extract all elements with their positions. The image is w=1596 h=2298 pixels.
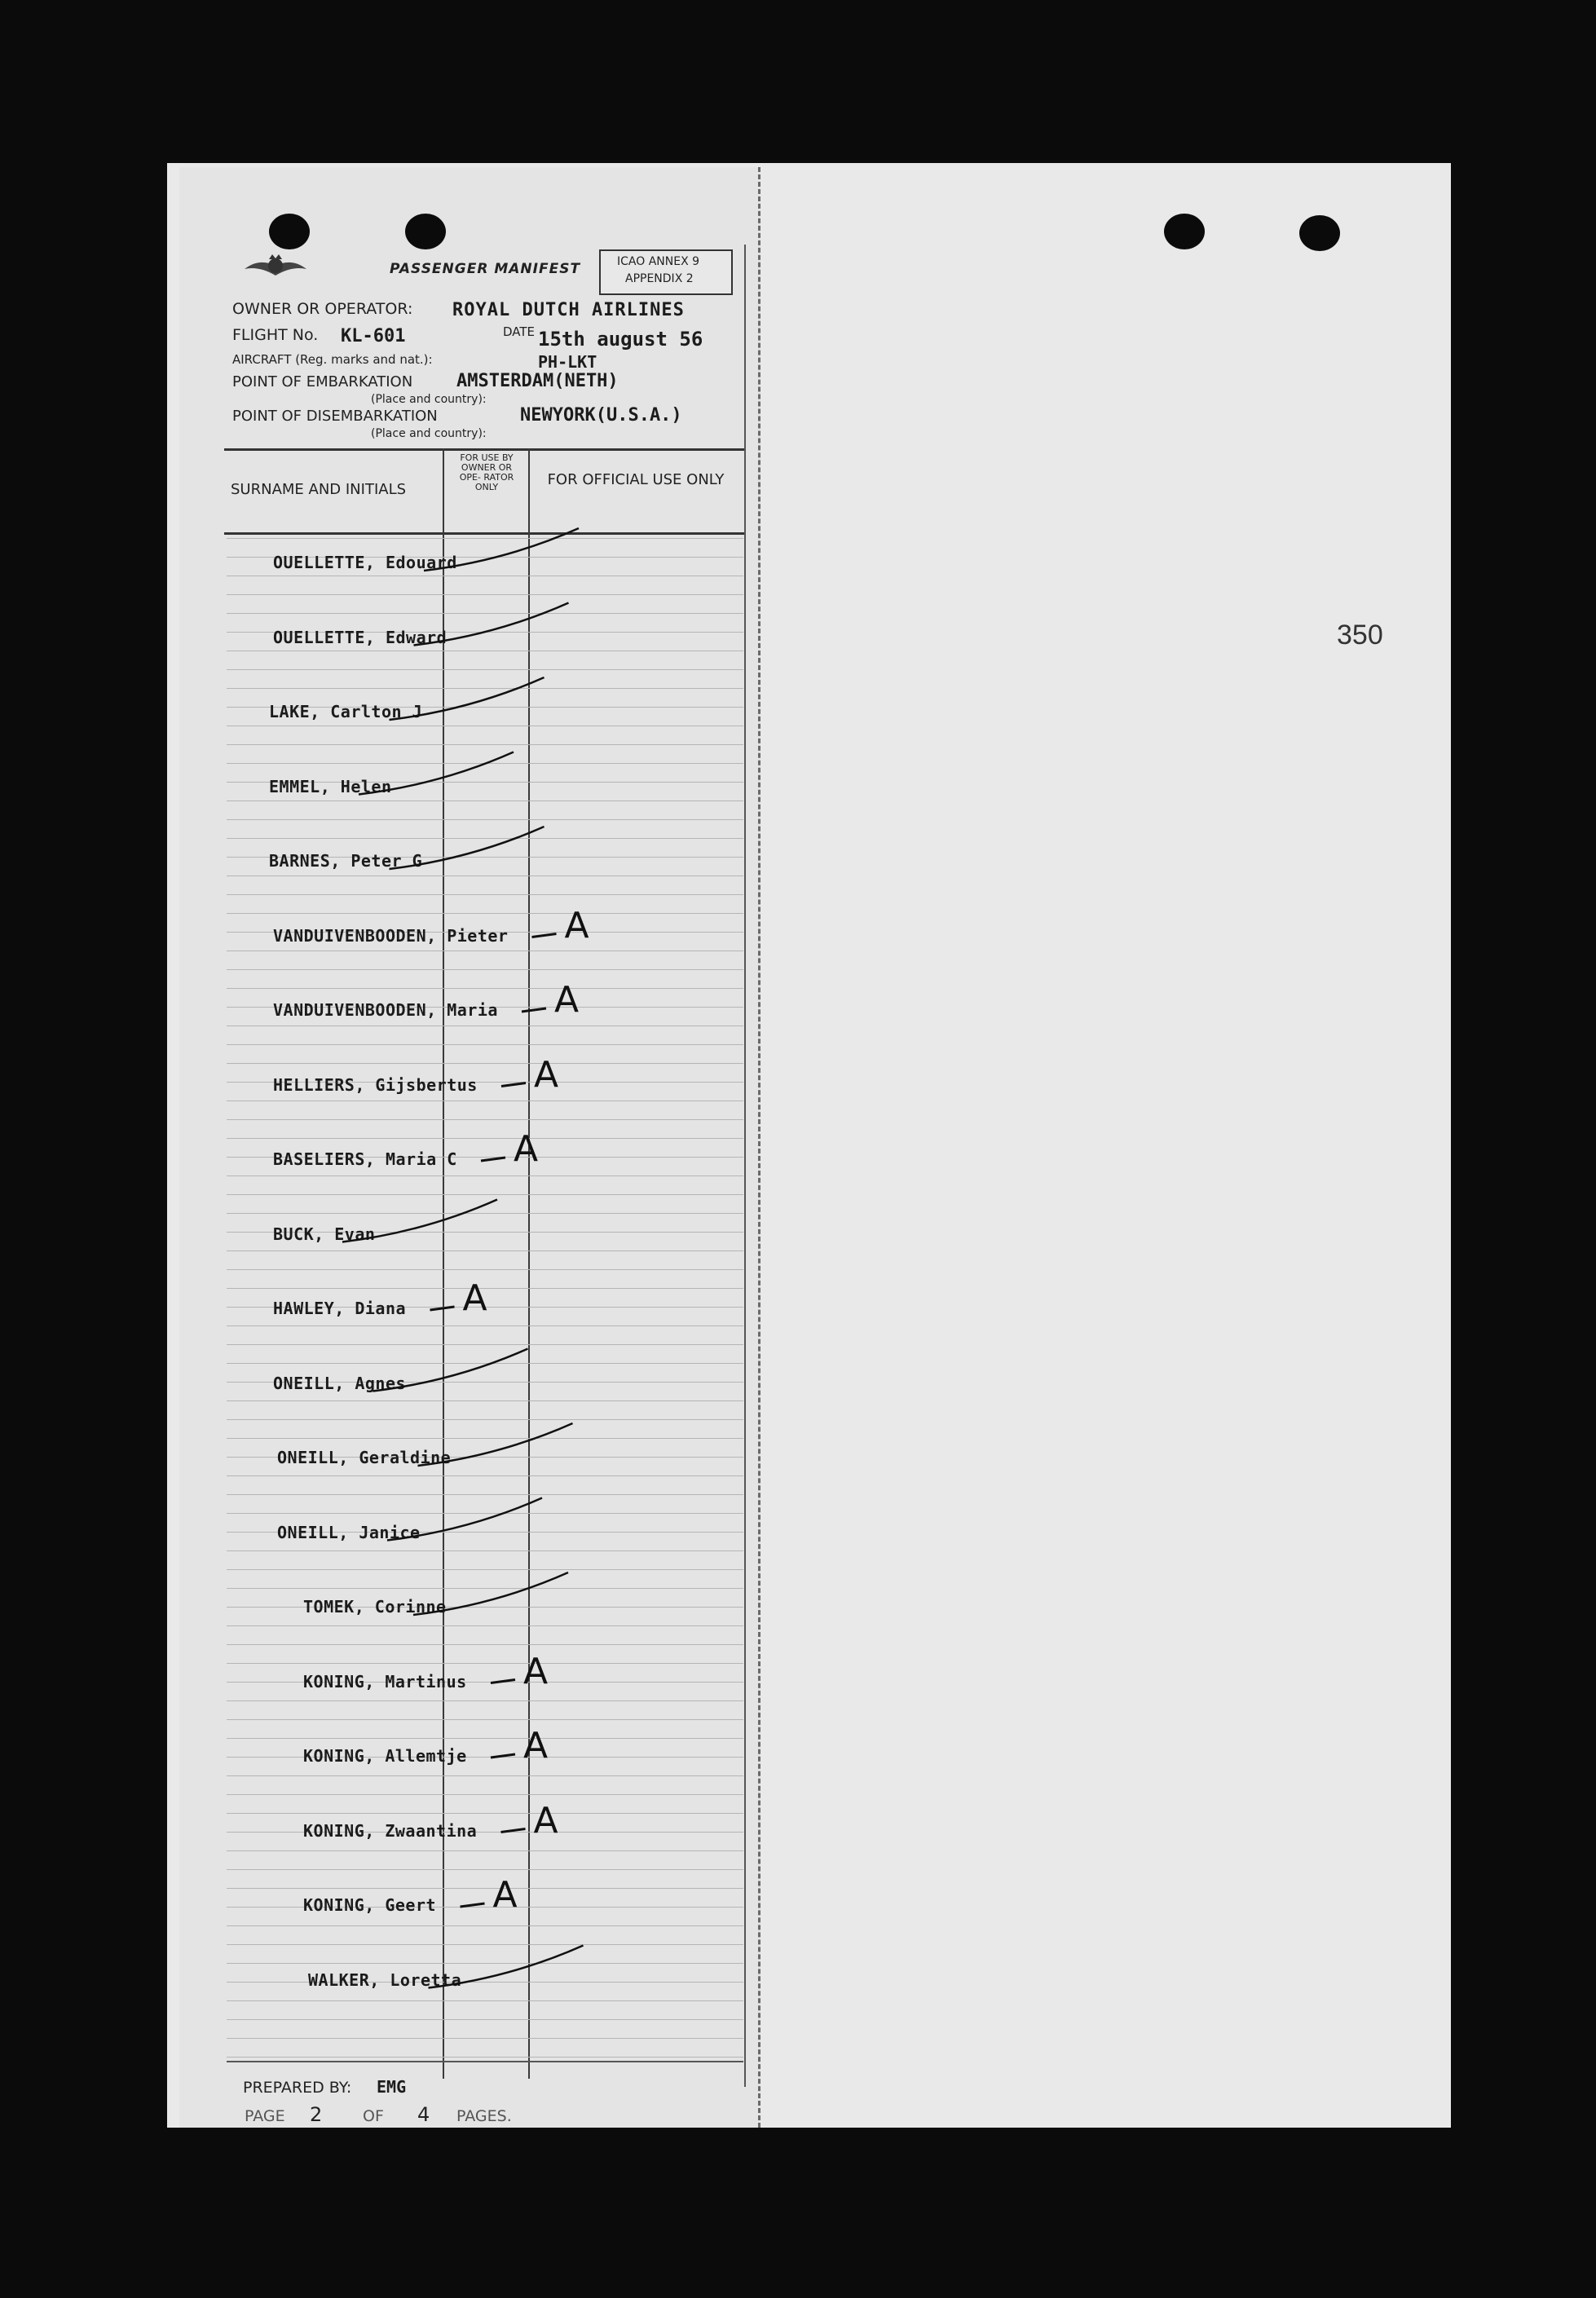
official-mark: A (564, 904, 589, 946)
passenger-name: WALKER, Loretta (308, 1969, 462, 1990)
check-dash (522, 1008, 546, 1012)
check-dash (430, 1307, 455, 1310)
date-label: DATE (503, 324, 536, 339)
disembark-value: NEWYORK(U.S.A.) (520, 405, 682, 426)
official-mark: A (523, 1725, 549, 1767)
passenger-name: LAKE, Carlton J (269, 702, 423, 721)
check-stroke (424, 528, 579, 571)
embark-value: AMSTERDAM(NETH) (456, 371, 619, 391)
page-value: 2 (310, 2103, 323, 2126)
date-value: 15th august 56 (538, 328, 703, 351)
passenger-name: KONING, Geert (303, 1895, 437, 1915)
passenger-name: VANDUIVENBOODEN, Pieter (273, 925, 509, 946)
passenger-name: HAWLEY, Diana (273, 1299, 407, 1318)
disembark-sub: (Place and country): (371, 427, 487, 440)
check-stroke (387, 1498, 542, 1541)
owner-use-column-header: FOR USE BY OWNER OR OPE- RATOR ONLY (459, 452, 514, 492)
owner-value: ROYAL DUTCH AIRLINES (452, 300, 685, 320)
check-dash (491, 1680, 515, 1683)
check-stroke (342, 1200, 497, 1242)
icao-annex: ICAO ANNEX 9 (617, 255, 700, 268)
passenger-name: KONING, Martinus (303, 1671, 467, 1692)
check-stroke (390, 827, 544, 869)
passenger-name: OUELLETTE, Edouard (273, 553, 457, 572)
passenger-name: VANDUIVENBOODEN, Maria (273, 1000, 498, 1020)
check-stroke (413, 1572, 568, 1615)
surname-column-header: SURNAME AND INITIALS (231, 481, 407, 498)
aircraft-label: AIRCRAFT (Reg. marks and nat.): (232, 352, 433, 367)
official-mark: A (514, 1128, 539, 1170)
official-mark: A (554, 979, 580, 1021)
passenger-name: BUCK, Evan (273, 1224, 376, 1244)
check-stroke (418, 1423, 573, 1466)
official-use-column-header: FOR OFFICIAL USE ONLY (547, 471, 725, 488)
official-mark: A (492, 1874, 518, 1916)
check-stroke (414, 603, 569, 646)
check-dash (481, 1158, 505, 1161)
aircraft-value: PH-LKT (538, 352, 597, 372)
check-dash (532, 934, 557, 937)
official-mark: A (462, 1277, 487, 1319)
check-stroke (429, 1946, 584, 1988)
official-mark: A (523, 1650, 549, 1692)
passenger-name: HELLIERS, Gijsbertus (273, 1074, 478, 1095)
manifest-title: PASSENGER MANIFEST (390, 261, 581, 277)
official-mark: A (534, 1053, 559, 1096)
check-stroke (390, 677, 544, 720)
passenger-name: ONEILL, Agnes (273, 1373, 407, 1393)
check-dash (501, 1083, 526, 1087)
passenger-name: ONEILL, Janice (277, 1522, 421, 1542)
disembark-label: POINT OF DISEMBARKATION (232, 408, 438, 425)
page-label: PAGE (245, 2107, 285, 2125)
passenger-name: BASELIERS, Maria C (273, 1149, 457, 1169)
passenger-name: BARNES, Peter G (269, 851, 423, 871)
flight-label: FLIGHT No. (232, 326, 319, 344)
check-dash (501, 1829, 526, 1833)
passenger-name: EMMEL, Helen (269, 776, 392, 796)
of-label: OF (363, 2107, 384, 2125)
passenger-name: KONING, Allemtje (303, 1746, 467, 1766)
check-stroke (373, 1349, 528, 1392)
check-stroke (359, 752, 514, 795)
official-mark: A (533, 1799, 558, 1841)
icao-appendix: APPENDIX 2 (625, 272, 694, 285)
prepared-value: EMG (377, 2077, 407, 2097)
owner-label: OWNER OR OPERATOR: (232, 300, 413, 318)
stamp-number: 350 (1337, 620, 1383, 651)
passenger-name: OUELLETTE, Edward (273, 627, 447, 647)
flight-value: KL-601 (341, 326, 406, 346)
check-dash (461, 1903, 485, 1907)
prepared-label: PREPARED BY: (243, 2079, 352, 2097)
passenger-name: TOMEK, Corinne (303, 1597, 447, 1617)
of-value: 4 (417, 2103, 430, 2126)
check-dash (491, 1754, 515, 1758)
passenger-name: ONEILL, Geraldine (277, 1448, 452, 1467)
embark-label: POINT OF EMBARKATION (232, 373, 413, 390)
passenger-name: KONING, Zwaantina (303, 1820, 478, 1841)
pages-label: PAGES. (456, 2107, 512, 2125)
embark-sub: (Place and country): (371, 393, 487, 406)
